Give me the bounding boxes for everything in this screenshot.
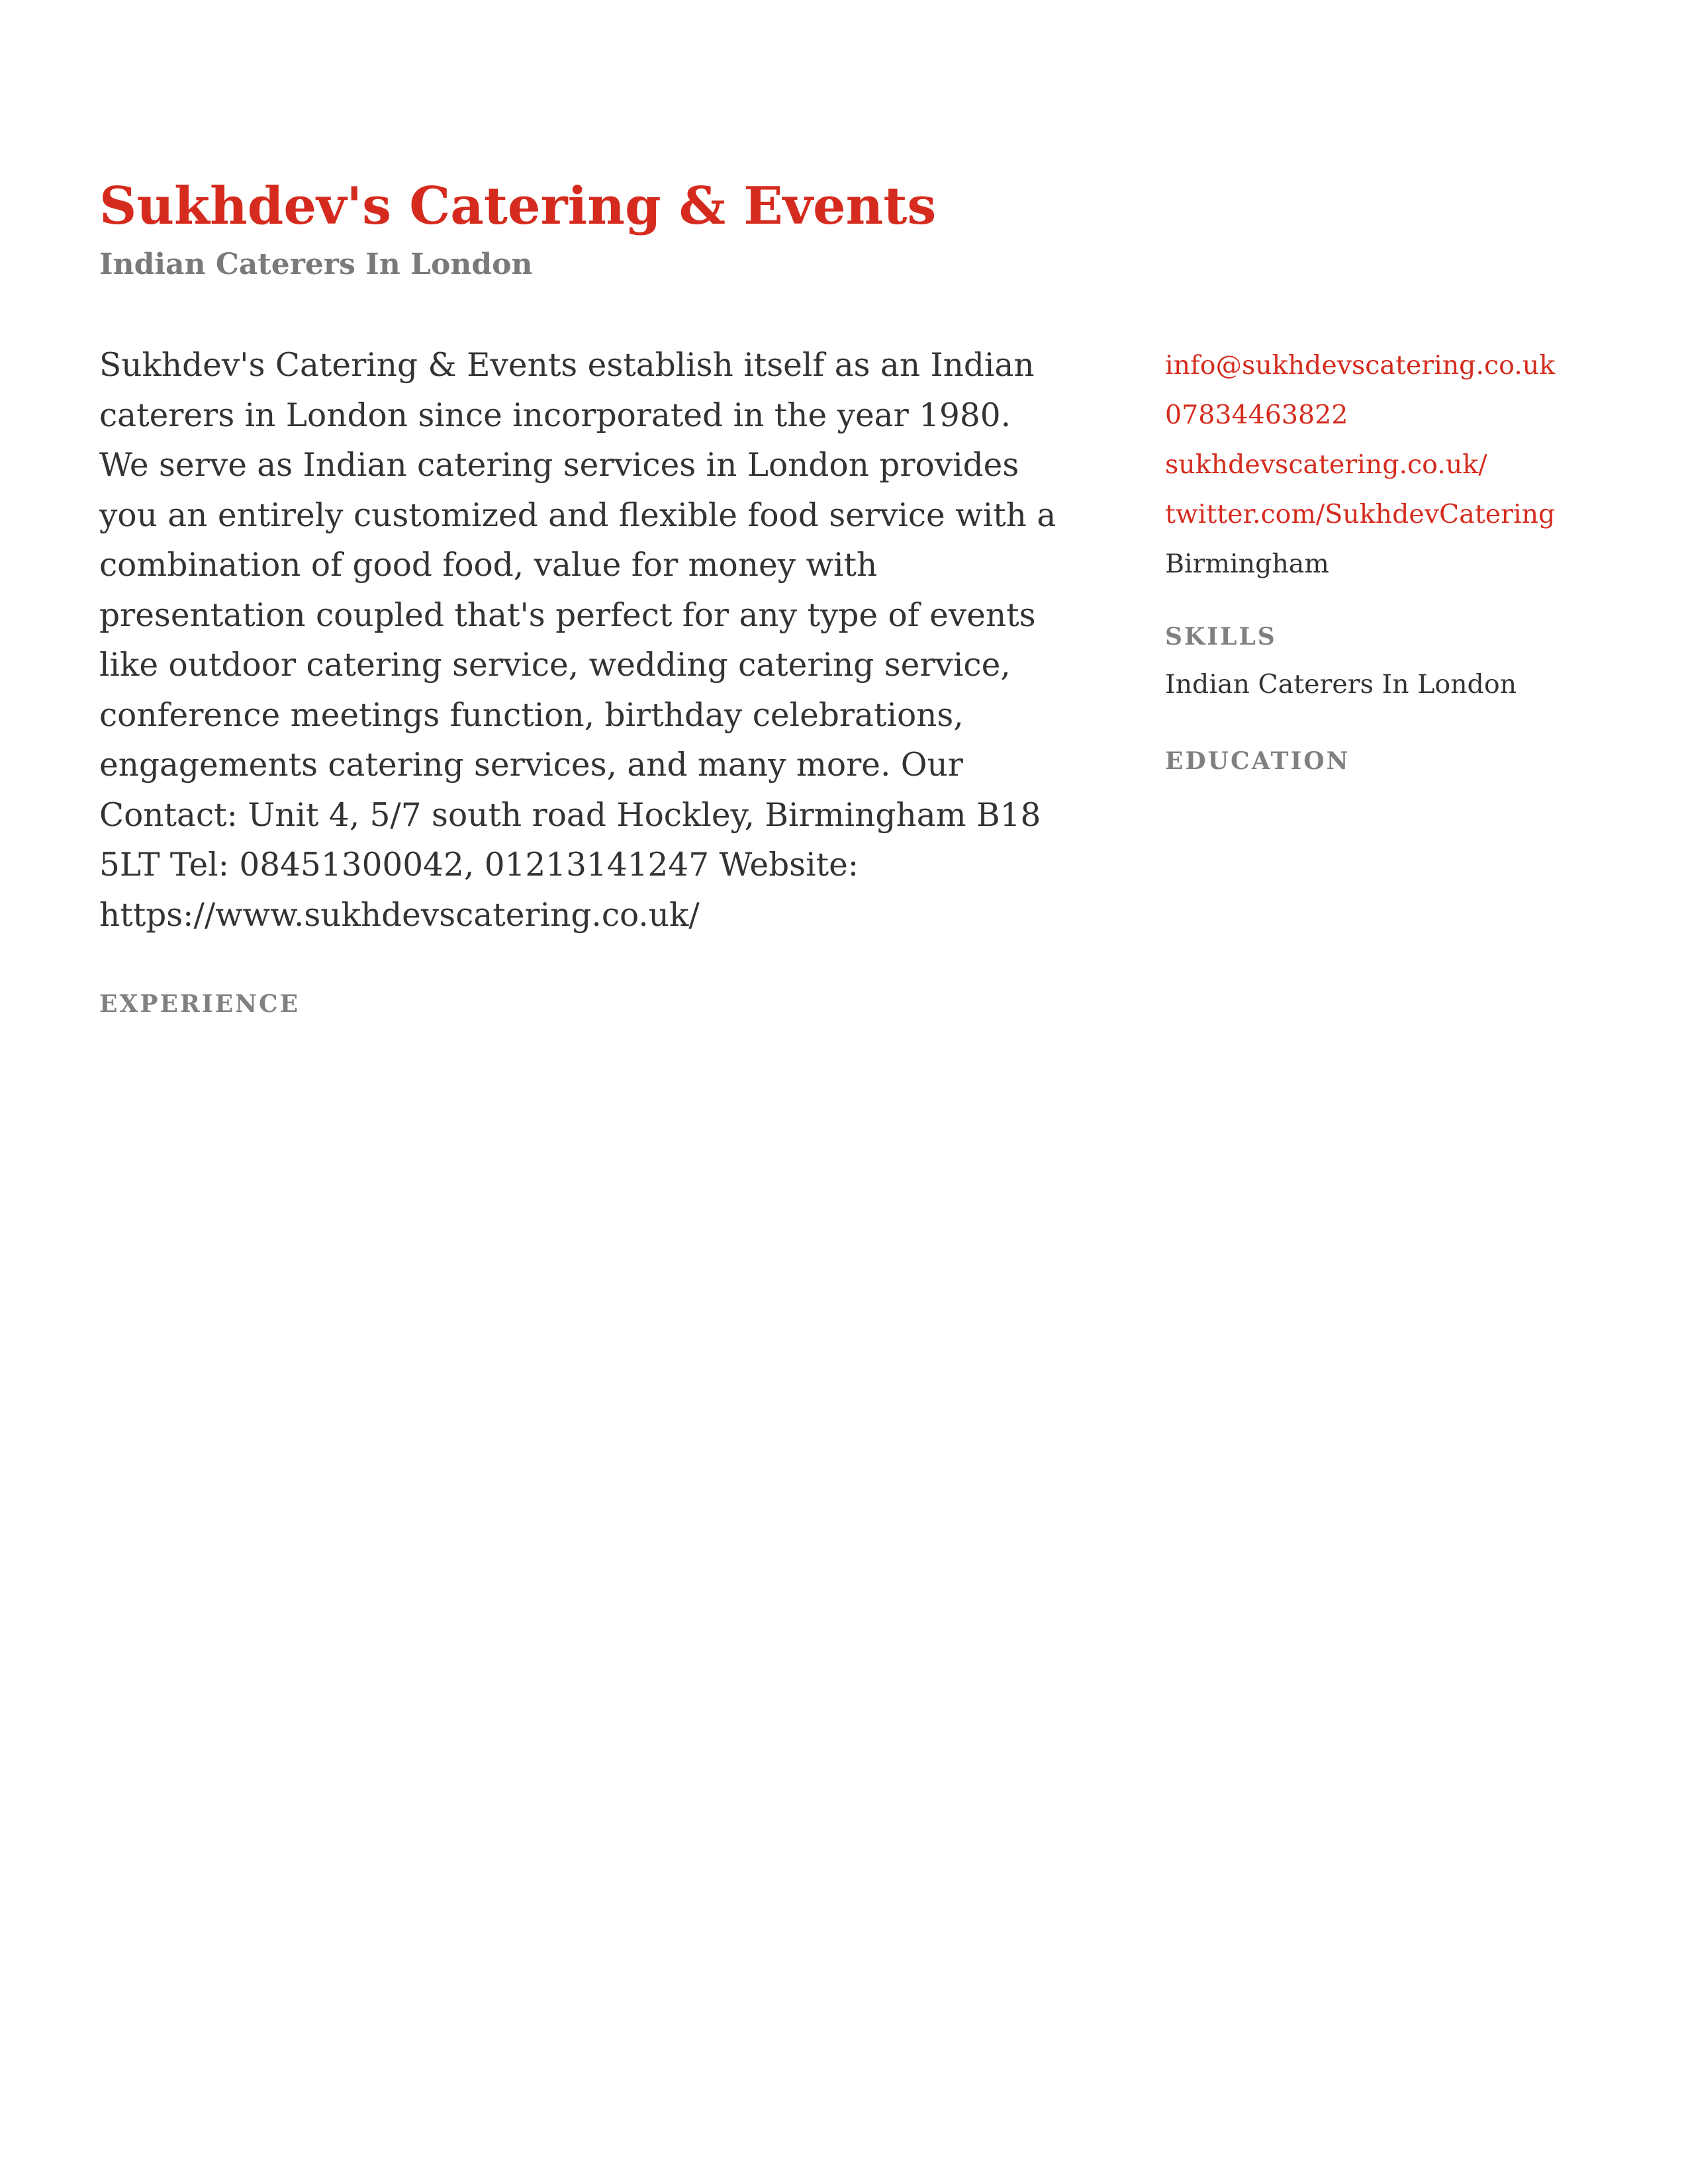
contact-website-item xyxy=(1165,440,1628,490)
phone-link[interactable]: 07834463822 xyxy=(1165,400,1348,430)
contact-email-item xyxy=(1165,341,1628,390)
skill-item: Indian Caterers In London xyxy=(1165,669,1517,700)
skills-heading: SKILLS xyxy=(1165,623,1277,651)
website-link[interactable]: sukhdevscatering.co.uk/ xyxy=(1165,449,1487,480)
experience-heading: EXPERIENCE xyxy=(99,990,301,1018)
contact-location-item xyxy=(1165,539,1628,589)
main-column xyxy=(99,341,1066,1020)
resume-header xyxy=(99,173,1158,285)
sidebar xyxy=(1165,341,1628,777)
contact-list xyxy=(1165,341,1628,589)
email-link[interactable]: info@sukhdevscatering.co.uk xyxy=(1165,350,1556,381)
contact-phone-item xyxy=(1165,390,1628,440)
tagline: Indian Caterers In London xyxy=(99,248,533,281)
location-text: Birmingham xyxy=(1165,549,1329,579)
twitter-link[interactable]: twitter.com/SukhdevCatering xyxy=(1165,499,1556,529)
contact-twitter-item xyxy=(1165,490,1628,539)
summary-text: Sukhdev's Catering & Events establish itself as an Indian caterers in London since incorporated in the year 1980. We serve as Indian catering services in London provides you an entirely customized and flexible food service with a combination of good food, value for money with presentation coupled that's perfect for any type of events like outdoor catering service, wedding catering service, conference meetings function, birthday celebrations, engagements catering services, and many more. Our Contact: Unit 4, 5/7 south road Hockley, Birmingham B18 5LT Tel: 08451300042, 01213141247 Website: https://www.sukhdevscatering.co.uk/ xyxy=(99,347,1056,934)
education-heading: EDUCATION xyxy=(1165,747,1350,775)
page-title: Sukhdev's Catering & Events xyxy=(99,176,937,236)
